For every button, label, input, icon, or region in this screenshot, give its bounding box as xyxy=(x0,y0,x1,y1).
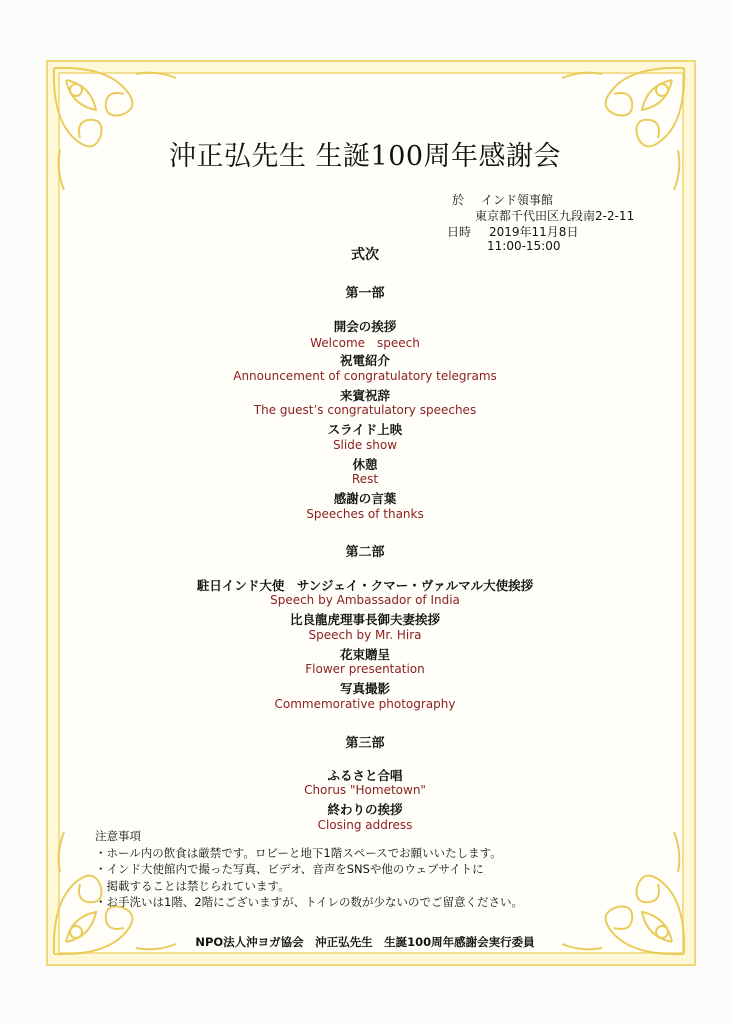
notes-line: ・インド大使館内で撮った写真、ビデオ、音声をSNSや他のウェブサイトに xyxy=(95,862,484,876)
part3-heading: 第三部 xyxy=(345,736,385,751)
program-item-en: Speech by Mr. Hira xyxy=(308,628,422,642)
program-item-en: Flower presentation xyxy=(305,662,425,676)
program-item-en: The guest’s congratulatory speeches xyxy=(253,403,477,417)
organizer-footer: NPO法人沖ヨガ協会 沖正弘先生 生誕100周年感謝会実行委員 xyxy=(195,935,535,949)
event-time: 11:00-15:00 xyxy=(487,239,561,253)
program-item-en: Commemorative photography xyxy=(274,697,456,711)
program-item-en: Welcome speech xyxy=(310,336,420,350)
event-date: 2019年11月8日 xyxy=(489,225,579,239)
program-item-ja: 写真撮影 xyxy=(339,681,390,696)
program-item-ja: 感謝の言葉 xyxy=(333,491,397,506)
program-item-ja: 休憩 xyxy=(352,457,378,472)
venue-address: 東京都千代田区九段南2-2-11 xyxy=(475,209,635,223)
program-item-ja: 祝電紹介 xyxy=(339,353,390,368)
notes-heading: 注意事項 xyxy=(95,829,141,843)
program-item-en: Closing address xyxy=(317,818,413,832)
program-item-ja: 開会の挨拶 xyxy=(333,319,397,334)
part1-heading: 第一部 xyxy=(345,286,385,301)
document-title: 沖正弘先生 生誕100周年感謝会 xyxy=(168,141,562,172)
program-item-ja: 花束贈呈 xyxy=(339,647,390,662)
program-item-ja: スライド上映 xyxy=(327,422,403,437)
venue-place-name: インド領事館 xyxy=(481,193,554,207)
datetime-label: 日時 xyxy=(447,225,472,239)
notes-line: ・ホール内の飲食は厳禁です。ロビーと地下1階スペースでお願いいたします。 xyxy=(95,845,502,860)
program-item-ja: 終わりの挨拶 xyxy=(327,802,403,817)
notes-line: 掲載することは禁じられています。 xyxy=(95,878,290,893)
notes-section xyxy=(95,828,523,911)
program-item-en: Slide show xyxy=(332,438,398,452)
program-item-en: Speech by Ambassador of India xyxy=(270,593,460,607)
program-item-en: Announcement of congratulatory telegrams xyxy=(233,369,497,383)
program-item-ja: ふるさと合唱 xyxy=(327,768,403,783)
program-item-ja: 駐日インド大使 サンジェイ・クマー・ヴァルマル大使挨拶 xyxy=(196,578,534,593)
program-item-ja: 比良龍虎理事長御夫妻挨拶 xyxy=(289,612,440,627)
part2-heading: 第二部 xyxy=(345,545,385,560)
venue-place-label: 於 xyxy=(452,193,465,207)
program-item-en: Rest xyxy=(351,472,379,486)
program-heading: 式次 xyxy=(351,247,379,263)
program-item-en: Speeches of thanks xyxy=(306,507,424,521)
notes-line: ・お手洗いは1階、2階にございますが、トイレの数が少ないのでご留意ください。 xyxy=(95,895,524,909)
program-item-ja: 来賓祝辞 xyxy=(339,388,390,403)
program-item-en: Chorus "Hometown" xyxy=(304,783,426,797)
